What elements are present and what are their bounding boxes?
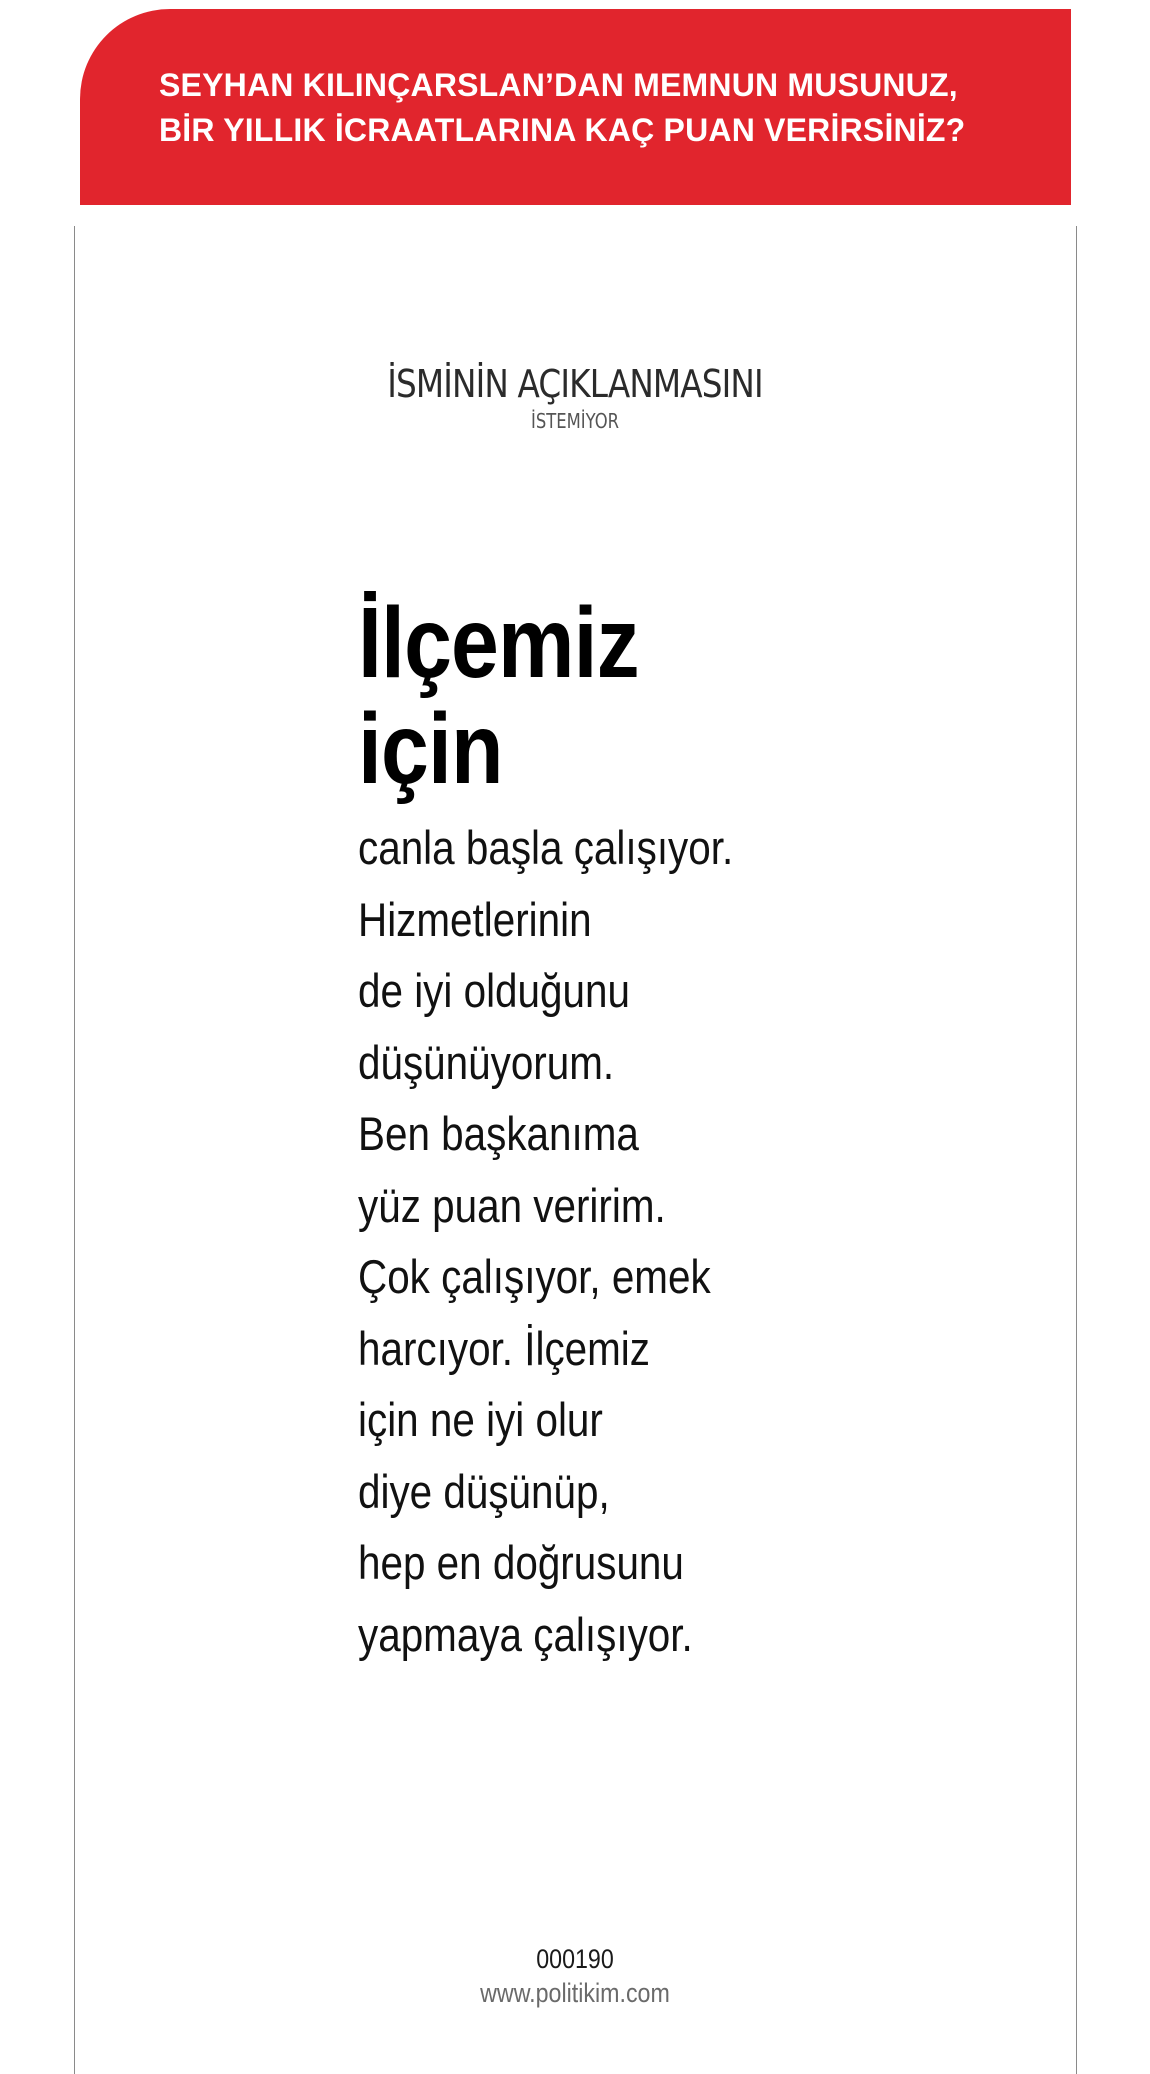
quote-body — [358, 812, 918, 1670]
footer — [0, 1942, 1150, 2010]
quote-line: hep en doğrusunu — [358, 1536, 684, 1589]
respondent-name: İSMİNİN AÇIKLANMASINI — [387, 362, 763, 406]
right-border-rule — [1076, 226, 1077, 2074]
respondent-name-block — [0, 360, 1150, 434]
banner-question-line-2: BİR YILLIK İCRAATLARINA KAÇ PUAN VERİRSİNİZ? — [159, 112, 966, 148]
quote-line: canla başla çalışıyor. — [358, 821, 734, 874]
footer-code: 000190 — [536, 1944, 614, 1974]
quote-line: Çok çalışıyor, emek — [358, 1250, 711, 1303]
banner-question-line-1: SEYHAN KILINÇARSLAN’DAN MEMNUN MUSUNUZ, — [159, 67, 958, 103]
quote-block — [358, 587, 918, 1670]
left-border-rule — [74, 226, 75, 2074]
quote-line: Ben başkanıma — [358, 1107, 639, 1160]
quote-headline-line-2: için — [358, 693, 503, 805]
question-banner — [80, 9, 1071, 205]
quote-line: harcıyor. İlçemiz — [358, 1321, 651, 1375]
quote-headline-line-1: İlçemiz — [358, 587, 639, 699]
quote-line: yapmaya çalışıyor. — [358, 1607, 693, 1661]
quote-line: düşünüyorum. — [358, 1035, 615, 1089]
quote-line: de iyi olduğunu — [358, 964, 630, 1017]
footer-website-link[interactable]: www.politikim.com — [480, 1978, 670, 2008]
quote-line: yüz puan veririm. — [358, 1178, 666, 1232]
quote-line: Hizmetlerinin — [358, 892, 592, 946]
quote-line: için ne iyi olur — [358, 1393, 603, 1446]
respondent-subtitle: İSTEMİYOR — [530, 409, 620, 433]
quote-line: diye düşünüp, — [358, 1464, 610, 1518]
